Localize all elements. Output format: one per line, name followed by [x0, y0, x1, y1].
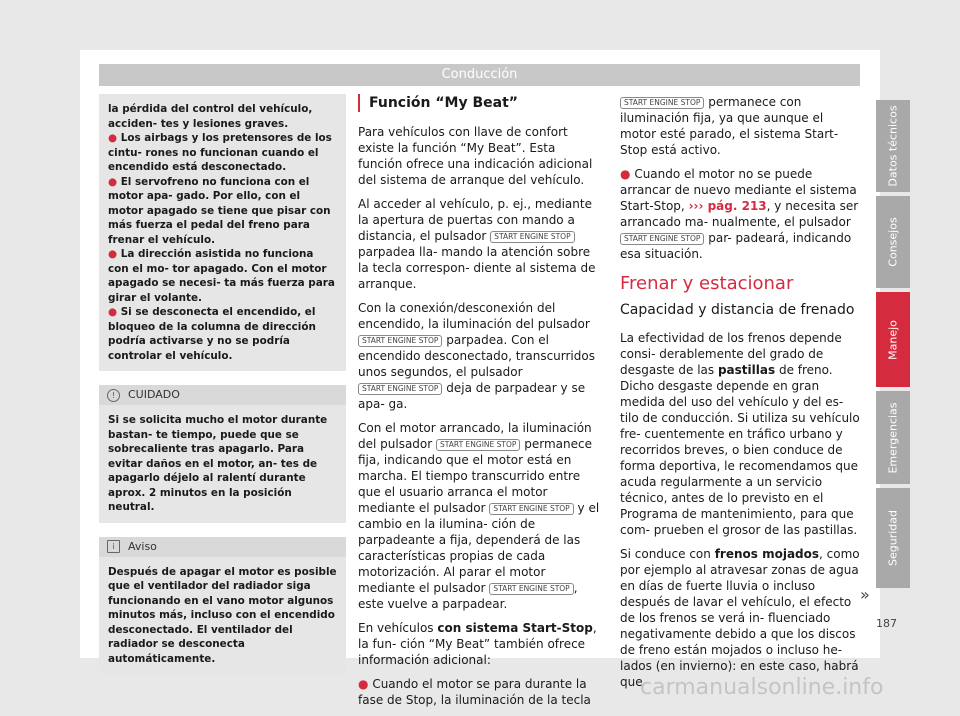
warning-item: ● El servofreno no funciona con el motor apa- gado. Por ello, con el motor apagado se tiene que pisar con más fuerza el pedal del freno para frenar el vehículo.	[108, 175, 331, 246]
section-title: Función “My Beat”	[358, 94, 601, 112]
tab-emergencias[interactable]: Emergencias	[876, 391, 910, 484]
caution-text: Si se solicita mucho el motor durante bastan- te tiempo, puede que se sobrecaliente tras apagarlo. Para evitar daños en el motor, an- tes de apagarlo déjelo al ralentí durante aprox. 2 minutos en la posición neutral.	[99, 405, 346, 523]
paragraph: Al acceder al vehículo, p. ej., mediante la apertura de puertas con mando a distancia, el pulsador START ENGINE STOP parpadea lla- mando la atención sobre la tecla correspon- diente al sistema de arranque.	[358, 197, 596, 291]
bullet-item: ● Cuando el motor se para durante la fase de Stop, la iluminación de la tecla	[358, 677, 591, 707]
start-engine-stop-button-label: START ENGINE STOP	[490, 231, 574, 243]
subsection-title: Capacidad y distancia de frenado	[620, 302, 855, 318]
note-icon: i	[107, 540, 120, 553]
note-header	[99, 537, 346, 557]
start-engine-stop-button-label: START ENGINE STOP	[489, 583, 573, 595]
paragraph: Con la conexión/desconexión del encendido, la iluminación del pulsador START ENGINE STOP parpadea. Con el encendido desconectado, transcurridos unos segundos, el pulsador START ENGINE STOP deja de parpadear y se apa- ga.	[358, 301, 595, 411]
start-engine-stop-button-label: START ENGINE STOP	[358, 335, 442, 347]
warning-box	[99, 94, 346, 371]
start-engine-stop-button-label: START ENGINE STOP	[358, 383, 442, 395]
warning-item: ● La dirección asistida no funciona con el mo- tor apagado. Con el motor apagado se necesi- ta más fuerza para girar el volante.	[108, 248, 335, 304]
tab-seguridad[interactable]: Seguridad	[876, 488, 910, 588]
continue-arrow-icon: »	[860, 585, 870, 604]
paragraph: Si conduce con frenos mojados, como por ejemplo al atravesar zonas de agua en días de fuerte lluvia o incluso después de lavar el vehículo, el efecto de los frenos se verá in- fluenciado negativamente debido a que los discos de freno están mojados o incluso he- lados (en invierno): en este caso, habrá que	[620, 547, 860, 689]
start-engine-stop-button-label: START ENGINE STOP	[620, 233, 704, 245]
paragraph: START ENGINE STOP permanece con iluminación fija, ya que aunque el motor esté parado, el sistema Start-Stop está activo.	[620, 95, 839, 157]
chapter-title: Frenar y estacionar	[620, 273, 794, 294]
paragraph: Para vehículos con llave de confort existe la función “My Beat”. Esta función ofrece una indicación adicional del sistema de arranque del vehículo.	[358, 125, 593, 187]
column-1	[99, 94, 346, 674]
start-engine-stop-button-label: START ENGINE STOP	[620, 97, 704, 109]
page-number: 187	[876, 617, 897, 630]
paragraph: La efectividad de los frenos depende consi- derablemente del grado de desgaste de las pastillas de freno. Dicho desgaste depende en gran medida del uso del vehículo y del es- tilo de conducción. Si utiliza su vehículo fre- cuentemente en tráfico urbano y recorridos breves, o bien conduce de forma deportiva, le recomendamos que acuda regularmente a un servicio técnico, antes de lo previsto en el Programa de mantenimiento, para que com- prueben el grosor de las pastillas.	[620, 331, 860, 537]
paragraph: En vehículos con sistema Start-Stop, la fun- ción “My Beat” también ofrece información adicional:	[358, 621, 597, 667]
warning-item: ● Los airbags y los pretensores de los cintu- rones no funcionan cuando el encendido está desconectado.	[108, 132, 332, 173]
info-circle-icon: !	[107, 389, 120, 402]
note-title: Aviso	[128, 539, 157, 553]
warning-item: ● Si se desconecta el encendido, el bloqueo de la columna de dirección podría activarse y no se podría controlar el vehículo.	[108, 306, 316, 362]
page-reference-link[interactable]: ››› pág. 213	[688, 199, 767, 213]
caution-title: CUIDADO	[128, 388, 180, 401]
page-header: Conducción	[99, 64, 860, 86]
tab-manejo[interactable]: Manejo	[876, 292, 910, 387]
column-3	[620, 94, 860, 698]
tab-consejos[interactable]: Consejos	[876, 196, 910, 288]
caution-header	[99, 385, 346, 405]
warning-intro: la pérdida del control del vehículo, acciden- tes y lesiones graves.	[108, 103, 313, 130]
note-box	[99, 537, 346, 675]
start-engine-stop-button-label: START ENGINE STOP	[436, 439, 520, 451]
paragraph: Con el motor arrancado, la iluminación del pulsador START ENGINE STOP permanece fija, indicando que el motor está en marcha. El tiempo transcurrido entre que el usuario arranca el motor mediante el pulsador START ENGINE STOP y el cambio en la ilumina- ción de parpadeante a fija, dependerá de las características propias de cada motorización. Al parar el motor mediante el pulsador START ENGINE STOP , este vuelve a parpadear.	[358, 421, 600, 611]
caution-box	[99, 385, 346, 523]
note-text: Después de apagar el motor es posible que el ventilador del radiador siga funcionando en el vano motor algunos minutos más, incluso con el encendido desconectado. El ventilador del radiador se desconecta automáticamente.	[99, 557, 346, 675]
start-engine-stop-button-label: START ENGINE STOP	[489, 503, 573, 515]
watermark: carmanualsonline.info	[640, 675, 884, 700]
tab-datos-tecnicos[interactable]: Datos técnicos	[876, 100, 910, 192]
bullet-item: ● Cuando el motor no se puede arrancar de nuevo mediante el sistema Start-Stop, ››› pág. 213, y necesita ser arrancado ma- nualmente, el pulsador START ENGINE STOP par- padeará, indicando esa situación.	[620, 167, 859, 261]
column-2	[358, 94, 601, 716]
